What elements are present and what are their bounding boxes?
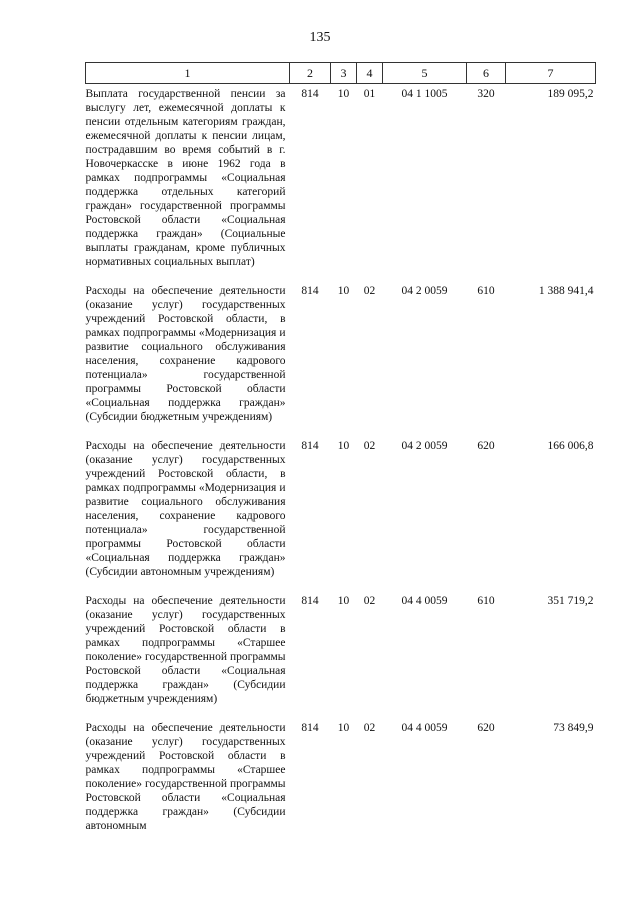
row-amount: 351 719,2 (547, 595, 594, 607)
row-description: Расходы на обеспечение деятельности (оказание услуг) государственных учреждений Ростовской области в рамках подпрограммы «Старшее поколение» государственной программы Ростовской области «Социальная поддержка граждан» (Субсидии бюджетным учреждениям) (85, 595, 286, 705)
row-ved: 814 (301, 285, 319, 297)
row-vr: 320 (477, 88, 495, 100)
row-pr: 02 (363, 722, 376, 734)
row-amount: 166 006,8 (547, 440, 594, 452)
row-ved: 814 (301, 722, 319, 734)
row-csr: 04 2 0059 (401, 285, 448, 297)
row-csr: 04 4 0059 (401, 722, 448, 734)
row-description: Расходы на обеспечение деятельности (оказание услуг) государственных учреждений Ростовской области в рамках подпрограммы «Старшее поколение» государственной программы Ростовской области «Социальная поддержка граждан» (Субсидии автономным (85, 722, 286, 832)
row-description: Расходы на обеспечение деятельности (оказание услуг) государственных учреждений Ростовской области, в рамках подпрограммы «Модернизация и развитие социального обслуживания населения, сохранение кадрового потенциала» государственной программы Ростовской области «Социальная поддержка граждан» (Субсидии бюджетным учреждениям) (85, 285, 286, 423)
row-rz: 10 (337, 285, 350, 297)
row-amount: 189 095,2 (547, 88, 594, 100)
row-amount: 1 388 941,4 (538, 285, 594, 297)
table-row (86, 281, 596, 436)
row-pr: 02 (363, 285, 376, 297)
row-vr: 610 (477, 285, 495, 297)
header-col-5: 5 (383, 63, 467, 84)
header-col-7: 7 (506, 63, 596, 84)
table-row (86, 718, 596, 845)
row-pr: 01 (363, 88, 376, 100)
row-description: Выплата государственной пенсии за выслугу лет, ежемесячной доплаты к пенсии отдельным категориям граждан, ежемесячной доплаты к пенсии лицам, пострадавшим во время событий в г. Новочеркасске в июне 1962 года в рамках подпрограммы «Социальная поддержка отдельных категорий граждан» государственной программы Ростовской области «Социальная поддержка граждан» (Социальные выплаты гражданам, кроме публичных нормативных социальных выплат) (85, 88, 286, 268)
row-rz: 10 (337, 440, 350, 452)
row-vr: 620 (477, 440, 495, 452)
row-amount: 73 849,9 (553, 722, 594, 734)
row-vr: 620 (477, 722, 495, 734)
row-pr: 02 (363, 595, 376, 607)
table-row (86, 436, 596, 591)
page-number: 135 (309, 30, 331, 45)
row-rz: 10 (337, 595, 350, 607)
row-ved: 814 (301, 595, 319, 607)
row-ved: 814 (301, 88, 319, 100)
row-vr: 610 (477, 595, 495, 607)
row-ved: 814 (301, 440, 319, 452)
table-row (86, 84, 596, 282)
row-rz: 10 (337, 88, 350, 100)
header-col-1: 1 (86, 63, 290, 84)
header-col-6: 6 (467, 63, 506, 84)
row-rz: 10 (337, 722, 350, 734)
row-description: Расходы на обеспечение деятельности (оказание услуг) государственных учреждений Ростовской области, в рамках подпрограммы «Модернизация и развитие социального обслуживания населения, сохранение кадрового потенциала» государственной программы Ростовской области «Социальная поддержка граждан» (Субсидии автономным учреждениям) (85, 440, 286, 578)
row-pr: 02 (363, 440, 376, 452)
header-col-4: 4 (357, 63, 383, 84)
header-row (86, 63, 596, 84)
budget-table (85, 62, 596, 845)
table-row (86, 591, 596, 718)
row-csr: 04 2 0059 (401, 440, 448, 452)
header-col-2: 2 (290, 63, 331, 84)
row-csr: 04 4 0059 (401, 595, 448, 607)
row-csr: 04 1 1005 (401, 88, 448, 100)
header-col-3: 3 (331, 63, 357, 84)
